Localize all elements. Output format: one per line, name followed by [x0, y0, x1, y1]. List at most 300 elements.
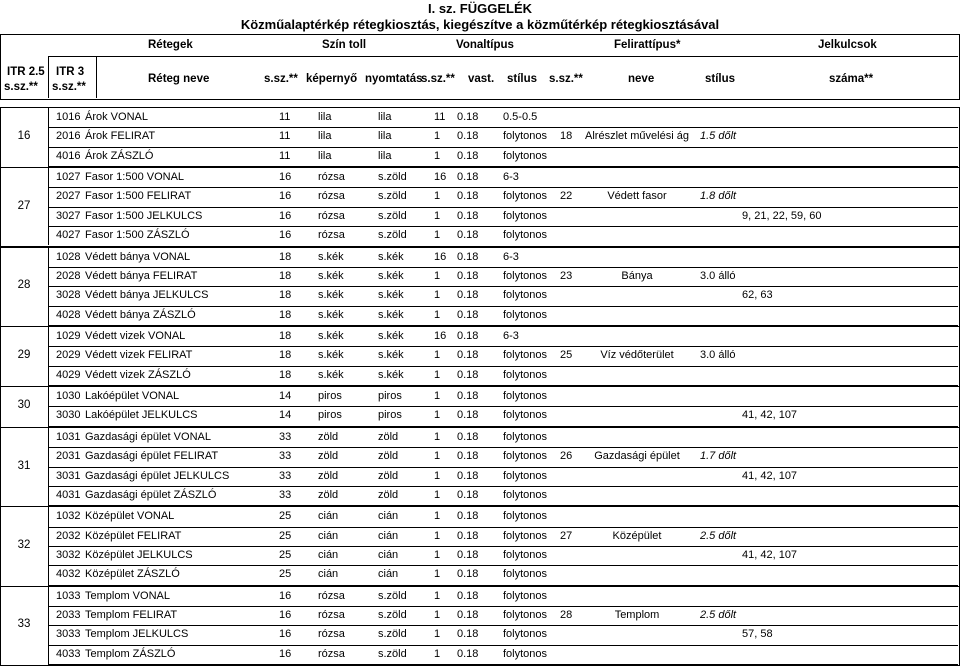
screen-color-cell: rózsa — [318, 628, 345, 641]
line-style-cell: folytonos — [503, 469, 548, 482]
line-number-cell: 1 — [434, 368, 441, 381]
itr25-group-number: 32 — [17, 538, 31, 551]
line-style-cell: folytonos — [503, 609, 548, 621]
itr3-cell: 2032 — [56, 529, 81, 542]
symbol-numbers-cell: 41, 42, 107 — [742, 469, 798, 482]
line-width-cell: 0.18 — [457, 289, 479, 302]
line-width-cell: 0.18 — [457, 368, 479, 381]
header-kepernyo: képernyő — [306, 73, 358, 85]
pen-number-cell: 11 — [279, 149, 291, 162]
pen-number-cell: 33 — [279, 450, 292, 463]
line-width-cell: 0.18 — [457, 647, 479, 660]
layer-name-cell: Védett bánya VONAL — [85, 250, 191, 263]
line-width-cell: 0.18 — [457, 609, 479, 621]
screen-color-cell: rózsa — [318, 609, 345, 621]
layer-name-cell: Védett vizek VONAL — [85, 330, 186, 342]
print-color-cell: lila — [378, 130, 392, 143]
line-width-cell: 0.18 — [457, 548, 479, 561]
print-color-cell: cián — [378, 510, 399, 523]
group-box — [0, 586, 960, 666]
itr3-cell: 4032 — [56, 568, 81, 581]
itr-divider-2 — [96, 56, 97, 98]
screen-color-cell: piros — [318, 390, 342, 402]
label-number-cell: 25 — [560, 349, 573, 362]
line-style-cell: folytonos — [503, 368, 548, 381]
line-width-cell: 0.18 — [457, 510, 479, 523]
print-color-cell: cián — [378, 568, 399, 581]
line-style-cell: folytonos — [503, 589, 548, 602]
itr25-group-number: 27 — [17, 199, 31, 212]
line-width-cell: 0.18 — [457, 308, 479, 321]
print-color-cell: lila — [378, 111, 392, 123]
line-style-cell: folytonos — [503, 229, 548, 242]
line-width-cell: 0.18 — [457, 171, 479, 184]
line-width-cell: 0.18 — [457, 568, 479, 581]
layer-name-cell: Lakóépület JELKULCS — [85, 409, 198, 422]
pen-number-cell: 18 — [279, 250, 292, 263]
pen-number-cell: 11 — [279, 130, 291, 143]
header-felirat-neve: neve — [628, 73, 655, 85]
line-style-cell: folytonos — [503, 510, 548, 523]
pen-number-cell: 18 — [279, 269, 292, 282]
header-vonal-stilus: stílus — [507, 73, 538, 85]
screen-color-cell: rózsa — [318, 229, 345, 242]
header-nyomtatas: nyomtatás — [365, 73, 423, 85]
itr3-cell: 1016 — [56, 111, 81, 123]
itr3-cell: 2027 — [56, 190, 81, 203]
label-style-cell: 1.7 dőlt — [700, 450, 737, 463]
print-color-cell: zöld — [378, 488, 399, 501]
itr3-cell: 2031 — [56, 450, 81, 463]
screen-color-cell: zöld — [318, 450, 339, 463]
print-color-cell: s.zöld — [378, 628, 407, 641]
header-group-divider — [48, 56, 958, 57]
line-number-cell: 1 — [434, 269, 441, 282]
pen-number-cell: 33 — [279, 488, 292, 501]
label-name-cell: Gazdasági épület — [594, 450, 680, 463]
pen-number-cell: 33 — [279, 430, 292, 443]
group-divider — [48, 586, 49, 664]
line-number-cell: 1 — [434, 149, 441, 162]
header-jelkulcs-szama: száma** — [829, 73, 874, 85]
pen-number-cell: 25 — [279, 510, 292, 523]
itr3-cell: 3027 — [56, 209, 81, 222]
line-style-cell: folytonos — [503, 349, 548, 362]
line-width-cell: 0.18 — [457, 229, 479, 242]
itr3-cell: 2029 — [56, 349, 81, 362]
symbol-numbers-cell: 9, 21, 22, 59, 60 — [742, 209, 822, 222]
print-color-cell: piros — [378, 409, 402, 422]
line-width-cell: 0.18 — [457, 149, 479, 162]
pen-number-cell: 14 — [279, 390, 292, 402]
screen-color-cell: zöld — [318, 469, 339, 482]
header-itr3: ITR 3 — [56, 66, 85, 78]
line-number-cell: 1 — [434, 510, 441, 523]
label-number-cell: 23 — [560, 269, 573, 282]
print-color-cell: s.zöld — [378, 647, 407, 660]
line-style-cell: folytonos — [503, 269, 548, 282]
label-name-cell: Védett fasor — [607, 190, 667, 203]
itr3-cell: 4016 — [56, 149, 81, 162]
layer-name-cell: Templom FELIRAT — [85, 609, 178, 621]
line-number-cell: 1 — [434, 289, 441, 302]
line-number-cell: 1 — [434, 589, 441, 602]
layer-name-cell: Védett vizek FELIRAT — [85, 349, 193, 362]
itr3-cell: 3033 — [56, 628, 81, 641]
layer-name-cell: Gazdasági épület ZÁSZLÓ — [85, 488, 217, 501]
group-divider — [48, 247, 49, 325]
layer-name-cell: Lakóépület VONAL — [85, 390, 180, 402]
itr3-cell: 3030 — [56, 409, 81, 422]
itr3-cell: 4028 — [56, 308, 81, 321]
line-width-cell: 0.18 — [457, 250, 479, 263]
group-box — [0, 427, 960, 507]
print-color-cell: s.kék — [378, 250, 404, 263]
line-number-cell: 1 — [434, 209, 441, 222]
screen-color-cell: lila — [318, 130, 332, 143]
print-color-cell: s.zöld — [378, 190, 407, 203]
print-color-cell: s.kék — [378, 308, 404, 321]
line-number-cell: 1 — [434, 647, 441, 660]
line-width-cell: 0.18 — [457, 390, 479, 402]
layer-name-cell: Templom JELKULCS — [85, 628, 189, 641]
line-width-cell: 0.18 — [457, 349, 479, 362]
screen-color-cell: s.kék — [318, 330, 344, 342]
line-style-cell: folytonos — [503, 308, 548, 321]
label-name-cell: Alrészlet művelési ág — [585, 130, 689, 143]
itr25-group-number: 16 — [17, 130, 31, 142]
itr3-cell: 4031 — [56, 488, 81, 501]
screen-color-cell: s.kék — [318, 368, 344, 381]
line-number-cell: 1 — [434, 548, 441, 561]
group-box — [0, 167, 960, 247]
line-width-cell: 0.18 — [457, 628, 479, 641]
line-style-cell: folytonos — [503, 548, 548, 561]
page-subtitle: Közműalaptérkép rétegkiosztás, kiegészítve a közműtérkép rétegkiosztásával — [240, 17, 720, 32]
line-number-cell: 1 — [434, 469, 441, 482]
screen-color-cell: rózsa — [318, 171, 345, 184]
header-szin-toll: Szín toll — [322, 39, 367, 51]
print-color-cell: s.kék — [378, 368, 404, 381]
layer-name-cell: Védett bánya JELKULCS — [85, 289, 209, 302]
print-color-cell: s.kék — [378, 289, 404, 302]
page-title: I. sz. FÜGGELÉK — [427, 1, 532, 16]
layer-name-cell: Fasor 1:500 VONAL — [85, 171, 185, 184]
itr3-cell: 4027 — [56, 229, 81, 242]
line-style-cell: folytonos — [503, 130, 548, 143]
label-name-cell: Középület — [612, 529, 662, 542]
line-width-cell: 0.18 — [457, 450, 479, 463]
line-style-cell: folytonos — [503, 209, 548, 222]
line-width-cell: 0.18 — [457, 529, 479, 542]
pen-number-cell: 16 — [279, 190, 292, 203]
line-width-cell: 0.18 — [457, 488, 479, 501]
line-style-cell: 0.5-0.5 — [503, 111, 538, 123]
group-divider — [48, 506, 49, 584]
pen-number-cell: 18 — [279, 349, 292, 362]
layer-name-cell: Fasor 1:500 ZÁSZLÓ — [85, 229, 190, 242]
pen-number-cell: 18 — [279, 368, 292, 381]
line-style-cell: folytonos — [503, 628, 548, 641]
header-vonaltipus: Vonaltípus — [456, 39, 514, 51]
label-style-cell: 2.5 dőlt — [700, 529, 737, 542]
screen-color-cell: zöld — [318, 430, 339, 443]
line-style-cell: folytonos — [503, 488, 548, 501]
itr25-group-number: 31 — [17, 459, 31, 472]
label-number-cell: 22 — [560, 190, 573, 203]
screen-color-cell: s.kék — [318, 308, 344, 321]
print-color-cell: zöld — [378, 430, 399, 443]
line-style-cell: folytonos — [503, 430, 548, 443]
layer-name-cell: Árok FELIRAT — [85, 130, 156, 143]
symbol-numbers-cell: 62, 63 — [742, 289, 773, 302]
layer-name-cell: Fasor 1:500 JELKULCS — [85, 209, 203, 222]
group-divider — [48, 167, 49, 245]
label-number-cell: 28 — [560, 609, 573, 621]
itr25-group-number: 29 — [17, 349, 31, 361]
line-width-cell: 0.18 — [457, 209, 479, 222]
layer-name-cell: Középület JELKULCS — [85, 548, 193, 561]
itr3-cell: 1027 — [56, 171, 81, 184]
screen-color-cell: cián — [318, 548, 339, 561]
symbol-numbers-cell: 41, 42, 107 — [742, 409, 798, 422]
screen-color-cell: cián — [318, 510, 339, 523]
label-number-cell: 26 — [560, 450, 573, 463]
label-style-cell: 1.8 dőlt — [700, 190, 737, 203]
symbol-numbers-cell: 57, 58 — [742, 628, 773, 641]
label-style-cell: 1.5 dőlt — [700, 130, 737, 143]
group-box — [0, 386, 960, 428]
layer-name-cell: Templom ZÁSZLÓ — [85, 647, 176, 660]
header-retegek: Rétegek — [148, 39, 193, 51]
header-szin-ssz: s.sz.** — [264, 73, 298, 85]
pen-number-cell: 16 — [279, 229, 292, 242]
pen-number-cell: 25 — [279, 548, 292, 561]
screen-color-cell: s.kék — [318, 250, 344, 263]
print-color-cell: s.zöld — [378, 209, 407, 222]
screen-color-cell: cián — [318, 568, 339, 581]
itr3-cell: 1032 — [56, 510, 81, 523]
screen-color-cell: cián — [318, 529, 339, 542]
label-style-cell: 3.0 álló — [700, 349, 736, 362]
label-style-cell: 2.5 dőlt — [700, 609, 737, 621]
header-vonal-ssz: s.sz.** — [421, 73, 455, 85]
itr25-group-number: 28 — [17, 279, 31, 292]
group-divider — [48, 326, 49, 385]
group-divider — [48, 427, 49, 505]
line-number-cell: 1 — [434, 308, 441, 321]
line-width-cell: 0.18 — [457, 190, 479, 203]
screen-color-cell: zöld — [318, 488, 339, 501]
line-style-cell: folytonos — [503, 568, 548, 581]
screen-color-cell: piros — [318, 409, 342, 422]
layer-name-cell: Védett vizek ZÁSZLÓ — [85, 368, 191, 381]
line-width-cell: 0.18 — [457, 430, 479, 443]
itr3-cell: 1030 — [56, 390, 81, 402]
line-number-cell: 1 — [434, 430, 441, 443]
itr3-cell: 4029 — [56, 368, 81, 381]
pen-number-cell: 18 — [279, 330, 292, 342]
header-felirattipus: Felirattípus* — [614, 39, 681, 51]
label-style-cell: 3.0 álló — [700, 269, 736, 282]
line-width-cell: 0.18 — [457, 330, 479, 342]
group-box — [0, 107, 960, 168]
layer-name-cell: Gazdasági épület JELKULCS — [85, 469, 230, 482]
line-style-cell: 6-3 — [503, 171, 519, 184]
itr3-cell: 2016 — [56, 130, 81, 143]
label-name-cell: Bánya — [621, 269, 653, 282]
header-jelkulcsok: Jelkulcsok — [818, 39, 877, 51]
line-style-cell: folytonos — [503, 647, 548, 660]
layer-name-cell: Középület VONAL — [85, 510, 175, 523]
layer-name-cell: Templom VONAL — [85, 589, 170, 602]
pen-number-cell: 25 — [279, 529, 292, 542]
line-width-cell: 0.18 — [457, 409, 479, 422]
header-felirat-ssz: s.sz.** — [549, 73, 583, 85]
print-color-cell: s.zöld — [378, 589, 407, 602]
pen-number-cell: 25 — [279, 568, 292, 581]
header-reteg-neve: Réteg neve — [148, 73, 210, 85]
line-number-cell: 1 — [434, 130, 441, 143]
print-color-cell: lila — [378, 149, 392, 162]
itr3-cell: 3032 — [56, 548, 81, 561]
line-style-cell: 6-3 — [503, 330, 519, 342]
itr3-cell: 2033 — [56, 609, 81, 621]
itr3-cell: 3031 — [56, 469, 81, 482]
itr25-group-number: 30 — [17, 399, 31, 412]
line-style-cell: 6-3 — [503, 250, 519, 263]
header-felirat-stilus: stílus — [705, 73, 736, 85]
line-number-cell: 1 — [434, 190, 441, 203]
label-number-cell: 18 — [560, 130, 573, 143]
pen-number-cell: 16 — [279, 209, 292, 222]
print-color-cell: s.kék — [378, 330, 404, 342]
screen-color-cell: lila — [318, 111, 332, 123]
line-width-cell: 0.18 — [457, 469, 479, 482]
screen-color-cell: rózsa — [318, 209, 345, 222]
pen-number-cell: 11 — [279, 111, 291, 123]
header-vast: vast. — [468, 73, 495, 85]
layer-name-cell: Középület FELIRAT — [85, 529, 182, 542]
itr3-cell: 3028 — [56, 289, 81, 302]
print-color-cell: s.zöld — [378, 171, 407, 184]
group-box — [0, 326, 960, 387]
pen-number-cell: 16 — [279, 171, 292, 184]
line-number-cell: 16 — [434, 250, 447, 263]
line-width-cell: 0.18 — [457, 589, 479, 602]
itr3-cell: 1028 — [56, 250, 81, 263]
itr3-cell: 2028 — [56, 269, 81, 282]
line-style-cell: folytonos — [503, 529, 548, 542]
layer-name-cell: Fasor 1:500 FELIRAT — [85, 190, 192, 203]
layer-name-cell: Középület ZÁSZLÓ — [85, 568, 180, 581]
line-style-cell: folytonos — [503, 450, 548, 463]
line-number-cell: 1 — [434, 529, 441, 542]
line-number-cell: 1 — [434, 409, 441, 422]
group-box — [0, 247, 960, 327]
line-number-cell: 16 — [434, 330, 447, 342]
itr25-group-number: 33 — [17, 618, 31, 631]
line-width-cell: 0.18 — [457, 269, 479, 282]
line-number-cell: 1 — [434, 450, 441, 463]
line-width-cell: 0.18 — [457, 111, 479, 123]
pen-number-cell: 33 — [279, 469, 292, 482]
pen-number-cell: 16 — [279, 609, 292, 621]
print-color-cell: zöld — [378, 450, 399, 463]
line-number-cell: 11 — [434, 111, 446, 123]
line-number-cell: 1 — [434, 568, 441, 581]
header-itr25-ssz: s.sz.** — [4, 81, 38, 93]
layer-name-cell: Védett bánya ZÁSZLÓ — [85, 308, 196, 321]
pen-number-cell: 16 — [279, 589, 292, 602]
layer-name-cell: Árok ZÁSZLÓ — [85, 149, 154, 162]
header-itr3-ssz: s.sz.** — [52, 81, 86, 93]
pen-number-cell: 16 — [279, 628, 292, 641]
symbol-numbers-cell: 41, 42, 107 — [742, 548, 798, 561]
label-name-cell: Víz védőterület — [600, 349, 674, 362]
group-box — [0, 506, 960, 586]
print-color-cell: zöld — [378, 469, 399, 482]
screen-color-cell: rózsa — [318, 589, 345, 602]
print-color-cell: cián — [378, 529, 399, 542]
screen-color-cell: s.kék — [318, 349, 344, 362]
layer-name-cell: Védett bánya FELIRAT — [85, 269, 198, 282]
itr3-cell: 1031 — [56, 430, 81, 443]
label-name-cell: Templom — [614, 609, 660, 621]
print-color-cell: s.kék — [378, 349, 404, 362]
screen-color-cell: rózsa — [318, 647, 345, 660]
line-number-cell: 1 — [434, 488, 441, 501]
itr3-cell: 4033 — [56, 647, 81, 660]
itr3-cell: 1033 — [56, 589, 81, 602]
pen-number-cell: 18 — [279, 289, 292, 302]
pen-number-cell: 16 — [279, 647, 292, 660]
print-color-cell: s.zöld — [378, 229, 407, 242]
pen-number-cell: 14 — [279, 409, 292, 422]
line-style-cell: folytonos — [503, 390, 548, 402]
pen-number-cell: 18 — [279, 308, 292, 321]
print-color-cell: s.zöld — [378, 609, 407, 621]
line-number-cell: 1 — [434, 349, 441, 362]
group-divider — [48, 386, 49, 426]
label-number-cell: 27 — [560, 529, 573, 542]
line-number-cell: 1 — [434, 628, 441, 641]
print-color-cell: cián — [378, 548, 399, 561]
layer-name-cell: Gazdasági épület FELIRAT — [85, 450, 219, 463]
line-style-cell: folytonos — [503, 289, 548, 302]
line-style-cell: folytonos — [503, 149, 548, 162]
line-style-cell: folytonos — [503, 190, 548, 203]
layer-name-cell: Árok VONAL — [85, 111, 148, 123]
screen-color-cell: s.kék — [318, 269, 344, 282]
line-style-cell: folytonos — [503, 409, 548, 422]
screen-color-cell: lila — [318, 149, 332, 162]
line-number-cell: 1 — [434, 609, 441, 621]
screen-color-cell: rózsa — [318, 190, 345, 203]
print-color-cell: s.kék — [378, 269, 404, 282]
screen-color-cell: s.kék — [318, 289, 344, 302]
line-number-cell: 1 — [434, 390, 441, 402]
itr-divider-1 — [48, 56, 49, 98]
line-number-cell: 1 — [434, 229, 441, 242]
header-itr25: ITR 2.5 — [7, 66, 45, 78]
layer-name-cell: Gazdasági épület VONAL — [85, 430, 211, 443]
print-color-cell: piros — [378, 390, 402, 402]
itr3-cell: 1029 — [56, 330, 81, 342]
group-divider — [48, 107, 49, 166]
line-number-cell: 16 — [434, 171, 447, 184]
line-width-cell: 0.18 — [457, 130, 479, 143]
